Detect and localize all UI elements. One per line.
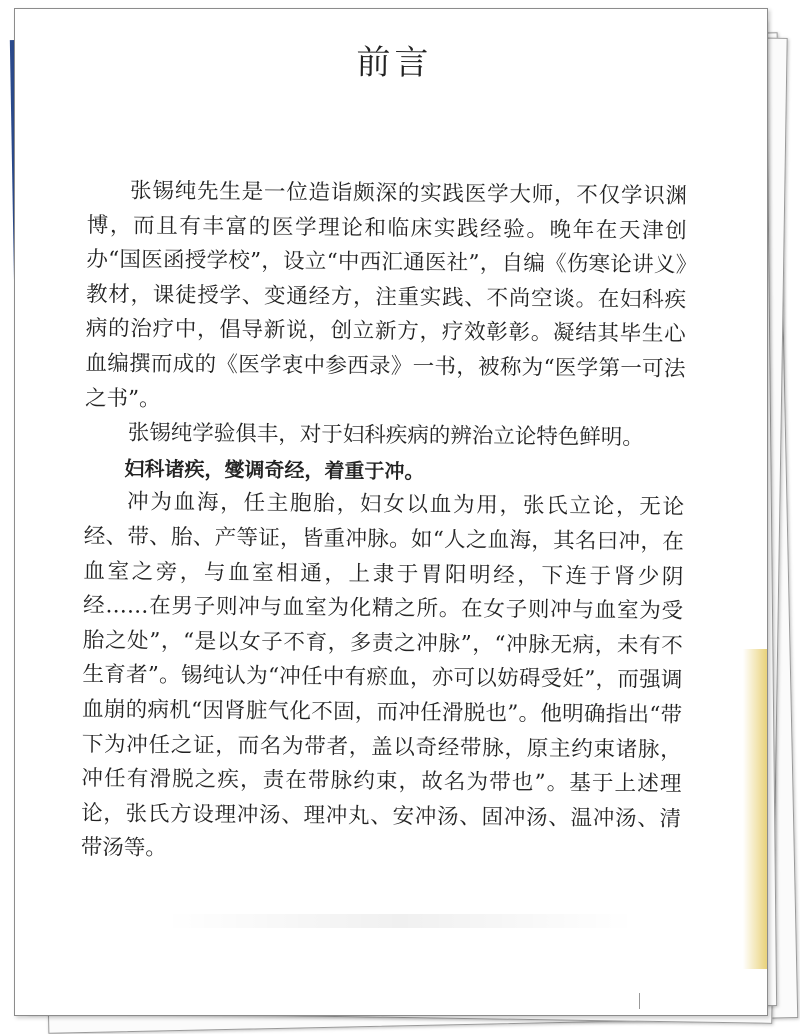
section-heading: 妇科诸疾，燮调奇经，着重于冲。 xyxy=(124,456,425,484)
page-content xyxy=(14,8,768,1016)
paragraph-chong-mai: 冲为血海，任主胞胎，妇女以血为用，张氏立论，无论经、带、胎、产等证，皆重冲脉。如“人之血海，其名曰冲，在血室之旁，与血室相通，上隶于胃阳明经，下连于肾少阴经……在男子则冲与血室为化精之所。在女子则冲与血室为受胎之处”，“是以女子不育，多责之冲脉”，“冲脉无病，未有不生育者”。锡纯认为“冲任中有瘀血，亦可以妨碍受妊”，而强调血崩的病机“因肾脏气化不固，而冲任滑脱也”。他明确指出“带下为冲任之证，而名为带者，盖以奇经带脉，原主约束诸脉，冲任有滑脱之疾，责在带脉约束，故名为带也”。基于上述理论，张氏方设理冲汤、理冲丸、安冲汤、固冲汤、温冲汤、清带汤等。 xyxy=(80,489,685,862)
body-text xyxy=(81,174,688,872)
paragraph-summary: 张锡纯学验俱丰，对于妇科疾病的辨治立论特色鲜明。 xyxy=(127,420,644,451)
book-page xyxy=(14,8,768,1016)
paragraph-intro: 张锡纯先生是一位造诣颇深的实践医学大师，不仅学识渊博，而且有丰富的医学理论和临床实践经验。晚年在天津创办“国医函授学校”，设立“中西汇通医社”，自编《伤寒论讲义》教材，课徒授学、变通经方，注重实践、不尚空谈。在妇科疾病的治疗中，倡导新说，创立新方，疗效彰彰。凝结其毕生心血编撰而成的《医学衷中参西录》一书，被称为“医学第一可法之书”。 xyxy=(84,178,688,412)
page-title: 前言 xyxy=(356,42,433,84)
